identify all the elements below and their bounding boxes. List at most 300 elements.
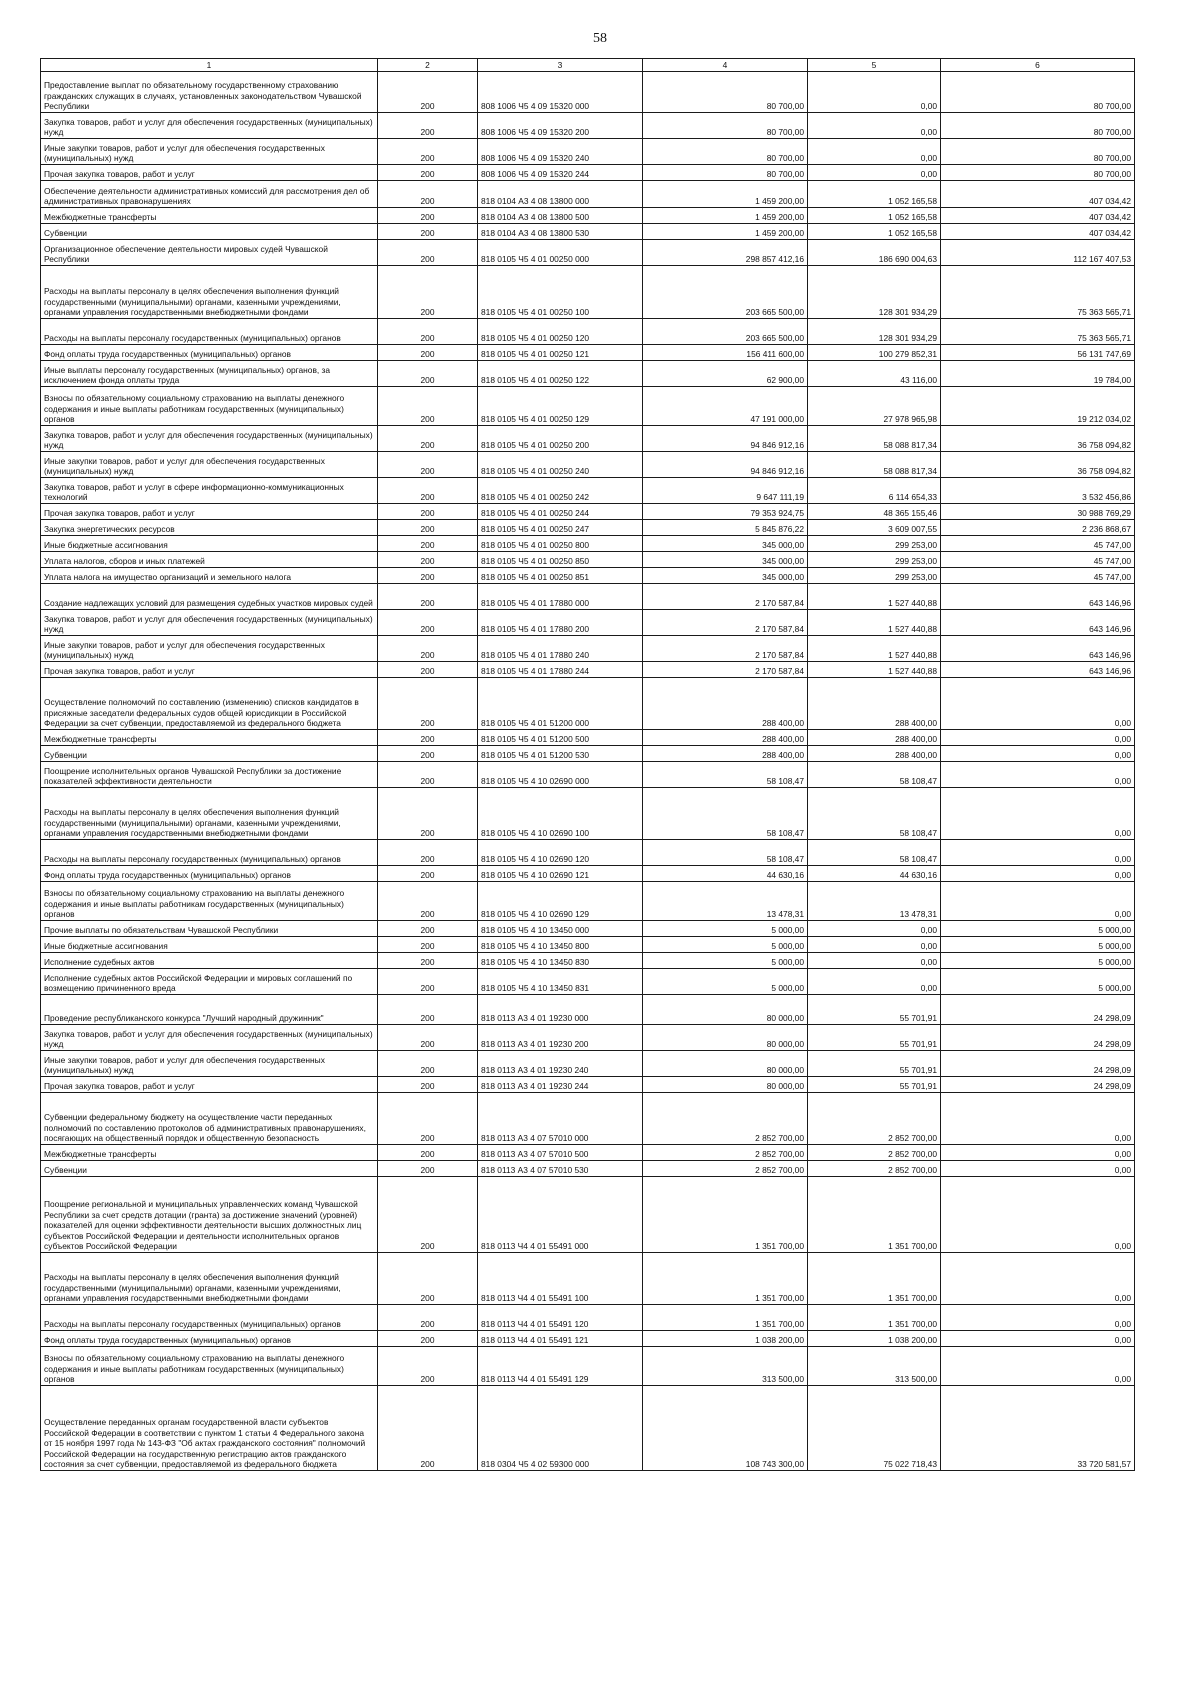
table-row — [41, 1161, 1135, 1177]
row-col2: 200 — [378, 610, 478, 636]
row-name: Уплата налогов, сборов и иных платежей — [41, 552, 378, 568]
table-row — [41, 662, 1135, 678]
row-name: Субвенции — [41, 224, 378, 240]
row-col2: 200 — [378, 953, 478, 969]
row-col6: 75 363 565,71 — [941, 319, 1135, 345]
row-code: 808 1006 Ч5 4 09 15320 000 — [478, 72, 643, 113]
row-code: 818 0105 Ч5 4 01 00250 851 — [478, 568, 643, 584]
row-col4: 80 700,00 — [643, 165, 808, 181]
table-row — [41, 536, 1135, 552]
table-row — [41, 165, 1135, 181]
row-col4: 288 400,00 — [643, 678, 808, 730]
row-col5: 1 527 440,88 — [808, 584, 941, 610]
row-col4: 313 500,00 — [643, 1347, 808, 1386]
row-col5: 1 038 200,00 — [808, 1331, 941, 1347]
row-code: 818 0105 Ч5 4 10 13450 800 — [478, 937, 643, 953]
table-row — [41, 610, 1135, 636]
row-col5: 1 527 440,88 — [808, 610, 941, 636]
row-name: Закупка энергетических ресурсов — [41, 520, 378, 536]
row-col5: 3 609 007,55 — [808, 520, 941, 536]
row-name: Иные закупки товаров, работ и услуг для обеспечения государственных (муниципальных) нужд — [41, 636, 378, 662]
row-code: 818 0105 Ч5 4 01 00250 800 — [478, 536, 643, 552]
row-col6: 30 988 769,29 — [941, 504, 1135, 520]
row-code: 818 0113 А3 4 07 57010 500 — [478, 1145, 643, 1161]
row-col2: 200 — [378, 319, 478, 345]
row-col5: 75 022 718,43 — [808, 1386, 941, 1471]
row-col2: 200 — [378, 995, 478, 1025]
row-col6: 0,00 — [941, 840, 1135, 866]
row-name: Исполнение судебных актов Российской Федерации и мировых соглашений по возмещению причиненного вреда — [41, 969, 378, 995]
row-col6: 0,00 — [941, 678, 1135, 730]
row-col2: 200 — [378, 788, 478, 840]
row-col5: 0,00 — [808, 113, 941, 139]
row-name: Осуществление полномочий по составлению (изменению) списков кандидатов в присяжные заседатели федеральных судов общей юрисдикции в Российской Федерации за счет субвенции, предоставляемой из федерального бюджета — [41, 678, 378, 730]
row-col6: 36 758 094,82 — [941, 426, 1135, 452]
row-col6: 3 532 456,86 — [941, 478, 1135, 504]
row-name: Создание надлежащих условий для размещения судебных участков мировых судей — [41, 584, 378, 610]
table-row — [41, 266, 1135, 319]
row-col4: 79 353 924,75 — [643, 504, 808, 520]
row-col2: 200 — [378, 662, 478, 678]
row-col5: 313 500,00 — [808, 1347, 941, 1386]
row-name: Межбюджетные трансферты — [41, 730, 378, 746]
row-name: Проведение республиканского конкурса "Лучший народный дружинник" — [41, 995, 378, 1025]
row-col4: 80 000,00 — [643, 995, 808, 1025]
row-col5: 0,00 — [808, 937, 941, 953]
row-col2: 200 — [378, 882, 478, 921]
row-name: Прочая закупка товаров, работ и услуг — [41, 165, 378, 181]
row-col5: 1 527 440,88 — [808, 636, 941, 662]
row-col6: 0,00 — [941, 1161, 1135, 1177]
row-code: 818 0113 Ч4 4 01 55491 129 — [478, 1347, 643, 1386]
row-col6: 407 034,42 — [941, 208, 1135, 224]
row-col4: 1 351 700,00 — [643, 1253, 808, 1305]
column-header: 6 — [941, 59, 1135, 72]
row-col4: 2 852 700,00 — [643, 1161, 808, 1177]
table-row — [41, 840, 1135, 866]
table-row — [41, 969, 1135, 995]
row-col5: 186 690 004,63 — [808, 240, 941, 266]
row-name: Обеспечение деятельности административных комиссий для рассмотрения дел об административных правонарушениях — [41, 181, 378, 208]
row-col5: 288 400,00 — [808, 678, 941, 730]
row-code: 818 0105 Ч5 4 01 17880 244 — [478, 662, 643, 678]
row-col4: 345 000,00 — [643, 536, 808, 552]
table-row — [41, 1331, 1135, 1347]
row-col6: 33 720 581,57 — [941, 1386, 1135, 1471]
row-col6: 80 700,00 — [941, 139, 1135, 165]
row-col4: 2 170 587,84 — [643, 636, 808, 662]
row-col4: 288 400,00 — [643, 730, 808, 746]
row-col4: 47 191 000,00 — [643, 387, 808, 426]
table-row — [41, 426, 1135, 452]
row-col2: 200 — [378, 266, 478, 319]
row-name: Закупка товаров, работ и услуг для обеспечения государственных (муниципальных) нужд — [41, 610, 378, 636]
row-col6: 407 034,42 — [941, 181, 1135, 208]
row-col4: 58 108,47 — [643, 762, 808, 788]
row-name: Расходы на выплаты персоналу в целях обеспечения выполнения функций государственными (муниципальными) органами, казенными учреждениями, органами управления государственными внебюджетными фондами — [41, 1253, 378, 1305]
row-col6: 36 758 094,82 — [941, 452, 1135, 478]
row-col5: 128 301 934,29 — [808, 319, 941, 345]
table-row — [41, 181, 1135, 208]
row-col5: 1 351 700,00 — [808, 1253, 941, 1305]
row-name: Иные выплаты персоналу государственных (муниципальных) органов, за исключением фонда оплаты труда — [41, 361, 378, 387]
row-name: Исполнение судебных актов — [41, 953, 378, 969]
row-col2: 200 — [378, 240, 478, 266]
row-col2: 200 — [378, 1386, 478, 1471]
row-code: 818 0105 Ч5 4 01 51200 500 — [478, 730, 643, 746]
row-col4: 80 700,00 — [643, 72, 808, 113]
row-col2: 200 — [378, 1177, 478, 1253]
column-header: 1 — [41, 59, 378, 72]
row-col2: 200 — [378, 1025, 478, 1051]
row-code: 818 0105 Ч5 4 10 02690 100 — [478, 788, 643, 840]
row-col5: 1 351 700,00 — [808, 1305, 941, 1331]
row-col2: 200 — [378, 1051, 478, 1077]
row-col6: 407 034,42 — [941, 224, 1135, 240]
row-col6: 0,00 — [941, 762, 1135, 788]
row-name: Фонд оплаты труда государственных (муниципальных) органов — [41, 866, 378, 882]
row-col2: 200 — [378, 1305, 478, 1331]
row-name: Организационное обеспечение деятельности мировых судей Чувашской Республики — [41, 240, 378, 266]
row-col2: 200 — [378, 636, 478, 662]
row-col5: 13 478,31 — [808, 882, 941, 921]
row-col4: 1 459 200,00 — [643, 208, 808, 224]
row-code: 818 0113 Ч4 4 01 55491 121 — [478, 1331, 643, 1347]
row-col6: 80 700,00 — [941, 72, 1135, 113]
row-col6: 19 212 034,02 — [941, 387, 1135, 426]
row-col5: 0,00 — [808, 953, 941, 969]
table-row — [41, 995, 1135, 1025]
row-col6: 0,00 — [941, 1347, 1135, 1386]
row-code: 818 0105 Ч5 4 10 13450 000 — [478, 921, 643, 937]
row-col5: 299 253,00 — [808, 568, 941, 584]
row-col2: 200 — [378, 181, 478, 208]
row-col4: 288 400,00 — [643, 746, 808, 762]
table-row — [41, 1051, 1135, 1077]
page-number: 58 — [593, 31, 607, 46]
table-row — [41, 345, 1135, 361]
row-col6: 24 298,09 — [941, 1051, 1135, 1077]
row-col6: 0,00 — [941, 866, 1135, 882]
row-code: 818 0113 А3 4 01 19230 200 — [478, 1025, 643, 1051]
row-col6: 24 298,09 — [941, 1077, 1135, 1093]
row-name: Поощрение исполнительных органов Чувашской Республики за достижение показателей эффективности деятельности — [41, 762, 378, 788]
row-col4: 2 170 587,84 — [643, 662, 808, 678]
row-code: 818 0105 Ч5 4 10 13450 830 — [478, 953, 643, 969]
row-name: Взносы по обязательному социальному страхованию на выплаты денежного содержания и иные выплаты работникам государственных (муниципальных) органов — [41, 387, 378, 426]
table-row — [41, 139, 1135, 165]
row-col2: 200 — [378, 452, 478, 478]
row-col6: 5 000,00 — [941, 969, 1135, 995]
table-row — [41, 1093, 1135, 1145]
row-code: 818 0113 А3 4 01 19230 240 — [478, 1051, 643, 1077]
row-code: 818 0105 Ч5 4 10 02690 129 — [478, 882, 643, 921]
row-col5: 299 253,00 — [808, 552, 941, 568]
row-name: Иные бюджетные ассигнования — [41, 937, 378, 953]
row-col5: 58 108,47 — [808, 840, 941, 866]
row-col4: 5 000,00 — [643, 921, 808, 937]
row-col2: 200 — [378, 426, 478, 452]
row-col2: 200 — [378, 1161, 478, 1177]
row-code: 818 0105 Ч5 4 01 00250 850 — [478, 552, 643, 568]
row-name: Межбюджетные трансферты — [41, 1145, 378, 1161]
table-row — [41, 882, 1135, 921]
row-col5: 1 351 700,00 — [808, 1177, 941, 1253]
row-name: Прочие выплаты по обязательствам Чувашской Республики — [41, 921, 378, 937]
row-col5: 2 852 700,00 — [808, 1093, 941, 1145]
row-col2: 200 — [378, 165, 478, 181]
row-col2: 200 — [378, 584, 478, 610]
table-row — [41, 788, 1135, 840]
row-name: Расходы на выплаты персоналу государственных (муниципальных) органов — [41, 1305, 378, 1331]
row-col5: 0,00 — [808, 139, 941, 165]
table-row — [41, 1025, 1135, 1051]
row-name: Расходы на выплаты персоналу в целях обеспечения выполнения функций государственными (муниципальными) органами, казенными учреждениями, органами управления государственными внебюджетными фондами — [41, 788, 378, 840]
row-col4: 156 411 600,00 — [643, 345, 808, 361]
row-col2: 200 — [378, 568, 478, 584]
row-col5: 55 701,91 — [808, 1025, 941, 1051]
table-row — [41, 746, 1135, 762]
row-name: Взносы по обязательному социальному страхованию на выплаты денежного содержания и иные выплаты работникам государственных (муниципальных) органов — [41, 1347, 378, 1386]
row-col4: 2 852 700,00 — [643, 1145, 808, 1161]
row-col4: 2 852 700,00 — [643, 1093, 808, 1145]
table-row — [41, 240, 1135, 266]
row-code: 818 0105 Ч5 4 01 17880 000 — [478, 584, 643, 610]
row-code: 818 0105 Ч5 4 01 00250 129 — [478, 387, 643, 426]
row-col6: 56 131 747,69 — [941, 345, 1135, 361]
row-col2: 200 — [378, 536, 478, 552]
row-code: 818 0104 А3 4 08 13800 530 — [478, 224, 643, 240]
row-code: 818 0105 Ч5 4 01 00250 100 — [478, 266, 643, 319]
row-name: Закупка товаров, работ и услуг для обеспечения государственных (муниципальных) нужд — [41, 113, 378, 139]
row-col4: 9 647 111,19 — [643, 478, 808, 504]
table-row — [41, 552, 1135, 568]
row-col5: 58 088 817,34 — [808, 426, 941, 452]
row-col6: 75 363 565,71 — [941, 266, 1135, 319]
row-col5: 6 114 654,33 — [808, 478, 941, 504]
row-name: Прочая закупка товаров, работ и услуг — [41, 662, 378, 678]
row-col5: 58 108,47 — [808, 762, 941, 788]
row-col2: 200 — [378, 921, 478, 937]
row-code: 818 0105 Ч5 4 10 02690 000 — [478, 762, 643, 788]
row-col4: 80 700,00 — [643, 113, 808, 139]
row-name: Закупка товаров, работ и услуг для обеспечения государственных (муниципальных) нужд — [41, 426, 378, 452]
table-row — [41, 72, 1135, 113]
table-row — [41, 953, 1135, 969]
row-code: 808 1006 Ч5 4 09 15320 244 — [478, 165, 643, 181]
row-col6: 0,00 — [941, 1331, 1135, 1347]
row-col4: 5 000,00 — [643, 969, 808, 995]
row-col2: 200 — [378, 969, 478, 995]
row-col5: 2 852 700,00 — [808, 1161, 941, 1177]
row-name: Фонд оплаты труда государственных (муниципальных) органов — [41, 345, 378, 361]
row-col4: 108 743 300,00 — [643, 1386, 808, 1471]
row-col2: 200 — [378, 504, 478, 520]
row-col6: 0,00 — [941, 1145, 1135, 1161]
row-code: 818 0105 Ч5 4 01 00250 240 — [478, 452, 643, 478]
row-code: 818 0113 Ч4 4 01 55491 120 — [478, 1305, 643, 1331]
row-col5: 0,00 — [808, 969, 941, 995]
row-col5: 288 400,00 — [808, 730, 941, 746]
row-col4: 1 459 200,00 — [643, 181, 808, 208]
row-col4: 80 000,00 — [643, 1025, 808, 1051]
row-col6: 80 700,00 — [941, 165, 1135, 181]
table-row — [41, 113, 1135, 139]
row-name: Закупка товаров, работ и услуг в сфере информационно-коммуникационных технологий — [41, 478, 378, 504]
row-code: 818 0105 Ч5 4 01 51200 530 — [478, 746, 643, 762]
table-row — [41, 208, 1135, 224]
table-row — [41, 921, 1135, 937]
table-row — [41, 361, 1135, 387]
row-col6: 24 298,09 — [941, 1025, 1135, 1051]
row-col5: 48 365 155,46 — [808, 504, 941, 520]
row-col6: 19 784,00 — [941, 361, 1135, 387]
row-col5: 128 301 934,29 — [808, 266, 941, 319]
row-col2: 200 — [378, 1253, 478, 1305]
row-col5: 1 052 165,58 — [808, 181, 941, 208]
row-name: Поощрение региональной и муниципальных управленческих команд Чувашской Республики за счет средств дотации (гранта) за достижение значений (уровней) показателей для оценки эффективности деятельности высших должностных лиц субъектов Российской Федерации и деятельности исполнительных органов субъектов Российской Федерации — [41, 1177, 378, 1253]
row-code: 818 0105 Ч5 4 10 02690 120 — [478, 840, 643, 866]
row-col2: 200 — [378, 345, 478, 361]
row-col4: 1 351 700,00 — [643, 1305, 808, 1331]
row-col2: 200 — [378, 552, 478, 568]
row-col4: 1 351 700,00 — [643, 1177, 808, 1253]
row-name: Закупка товаров, работ и услуг для обеспечения государственных (муниципальных) нужд — [41, 1025, 378, 1051]
row-col4: 2 170 587,84 — [643, 610, 808, 636]
row-code: 818 0104 А3 4 08 13800 000 — [478, 181, 643, 208]
table-header — [41, 59, 1135, 72]
row-col2: 200 — [378, 866, 478, 882]
budget-execution-table — [40, 58, 1135, 1471]
row-col4: 94 846 912,16 — [643, 426, 808, 452]
row-col6: 0,00 — [941, 1253, 1135, 1305]
row-col6: 2 236 868,67 — [941, 520, 1135, 536]
row-col6: 80 700,00 — [941, 113, 1135, 139]
row-col6: 643 146,96 — [941, 662, 1135, 678]
row-col6: 5 000,00 — [941, 953, 1135, 969]
row-col5: 55 701,91 — [808, 1077, 941, 1093]
row-code: 818 0105 Ч5 4 01 00250 120 — [478, 319, 643, 345]
row-col2: 200 — [378, 746, 478, 762]
row-col5: 100 279 852,31 — [808, 345, 941, 361]
row-col2: 200 — [378, 478, 478, 504]
row-col2: 200 — [378, 1331, 478, 1347]
row-col5: 58 108,47 — [808, 788, 941, 840]
row-code: 818 0113 Ч4 4 01 55491 000 — [478, 1177, 643, 1253]
row-col6: 0,00 — [941, 882, 1135, 921]
row-col4: 345 000,00 — [643, 568, 808, 584]
row-col2: 200 — [378, 678, 478, 730]
row-col5: 58 088 817,34 — [808, 452, 941, 478]
row-col6: 0,00 — [941, 1093, 1135, 1145]
row-col4: 1 038 200,00 — [643, 1331, 808, 1347]
row-col6: 24 298,09 — [941, 995, 1135, 1025]
table-row — [41, 224, 1135, 240]
row-col6: 643 146,96 — [941, 610, 1135, 636]
row-col2: 200 — [378, 208, 478, 224]
row-col2: 200 — [378, 1077, 478, 1093]
table-row — [41, 1253, 1135, 1305]
row-col5: 299 253,00 — [808, 536, 941, 552]
row-name: Иные закупки товаров, работ и услуг для обеспечения государственных (муниципальных) нужд — [41, 1051, 378, 1077]
row-name: Прочая закупка товаров, работ и услуг — [41, 504, 378, 520]
row-code: 818 0105 Ч5 4 01 00250 121 — [478, 345, 643, 361]
row-col4: 44 630,16 — [643, 866, 808, 882]
column-header: 5 — [808, 59, 941, 72]
row-code: 818 0113 А3 4 07 57010 530 — [478, 1161, 643, 1177]
row-col6: 45 747,00 — [941, 552, 1135, 568]
row-col4: 58 108,47 — [643, 840, 808, 866]
row-name: Расходы на выплаты персоналу государственных (муниципальных) органов — [41, 319, 378, 345]
row-col4: 2 170 587,84 — [643, 584, 808, 610]
row-col2: 200 — [378, 139, 478, 165]
row-col2: 200 — [378, 520, 478, 536]
row-col5: 2 852 700,00 — [808, 1145, 941, 1161]
row-col2: 200 — [378, 762, 478, 788]
table-row — [41, 762, 1135, 788]
row-col2: 200 — [378, 113, 478, 139]
table-row — [41, 584, 1135, 610]
table-row — [41, 1305, 1135, 1331]
row-code: 818 0105 Ч5 4 01 00250 122 — [478, 361, 643, 387]
table-row — [41, 504, 1135, 520]
row-col4: 80 000,00 — [643, 1051, 808, 1077]
row-col2: 200 — [378, 72, 478, 113]
row-col2: 200 — [378, 937, 478, 953]
row-col6: 643 146,96 — [941, 584, 1135, 610]
row-code: 818 0113 А3 4 07 57010 000 — [478, 1093, 643, 1145]
column-header: 3 — [478, 59, 643, 72]
row-name: Иные закупки товаров, работ и услуг для обеспечения государственных (муниципальных) нужд — [41, 452, 378, 478]
row-col5: 0,00 — [808, 72, 941, 113]
column-number-row — [41, 59, 1135, 72]
row-col5: 27 978 965,98 — [808, 387, 941, 426]
row-col2: 200 — [378, 1145, 478, 1161]
row-code: 818 0113 А3 4 01 19230 000 — [478, 995, 643, 1025]
row-col5: 1 527 440,88 — [808, 662, 941, 678]
row-code: 818 0105 Ч5 4 01 00250 247 — [478, 520, 643, 536]
row-col4: 80 000,00 — [643, 1077, 808, 1093]
row-code: 818 0304 Ч5 4 02 59300 000 — [478, 1386, 643, 1471]
row-name: Расходы на выплаты персоналу государственных (муниципальных) органов — [41, 840, 378, 866]
row-col5: 44 630,16 — [808, 866, 941, 882]
row-code: 818 0105 Ч5 4 01 00250 000 — [478, 240, 643, 266]
row-name: Субвенции — [41, 1161, 378, 1177]
row-name: Взносы по обязательному социальному страхованию на выплаты денежного содержания и иные выплаты работникам государственных (муниципальных) органов — [41, 882, 378, 921]
row-name: Субвенции федеральному бюджету на осуществление части переданных полномочий по составлению протоколов об административных правонарушениях, посягающих на общественный порядок и общественную безопасность — [41, 1093, 378, 1145]
row-col4: 13 478,31 — [643, 882, 808, 921]
table-row — [41, 1347, 1135, 1386]
table-row — [41, 1386, 1135, 1471]
row-name: Иные закупки товаров, работ и услуг для обеспечения государственных (муниципальных) нужд — [41, 139, 378, 165]
row-code: 818 0105 Ч5 4 01 00250 244 — [478, 504, 643, 520]
row-code: 818 0104 А3 4 08 13800 500 — [478, 208, 643, 224]
row-col4: 5 845 876,22 — [643, 520, 808, 536]
table-row — [41, 387, 1135, 426]
row-col4: 5 000,00 — [643, 937, 808, 953]
row-name: Уплата налога на имущество организаций и земельного налога — [41, 568, 378, 584]
row-name: Фонд оплаты труда государственных (муниципальных) органов — [41, 1331, 378, 1347]
table-row — [41, 520, 1135, 536]
table-row — [41, 678, 1135, 730]
table-row — [41, 1145, 1135, 1161]
row-col4: 345 000,00 — [643, 552, 808, 568]
table-row — [41, 1177, 1135, 1253]
row-col4: 62 900,00 — [643, 361, 808, 387]
column-header: 2 — [378, 59, 478, 72]
row-col2: 200 — [378, 1347, 478, 1386]
row-col5: 0,00 — [808, 165, 941, 181]
